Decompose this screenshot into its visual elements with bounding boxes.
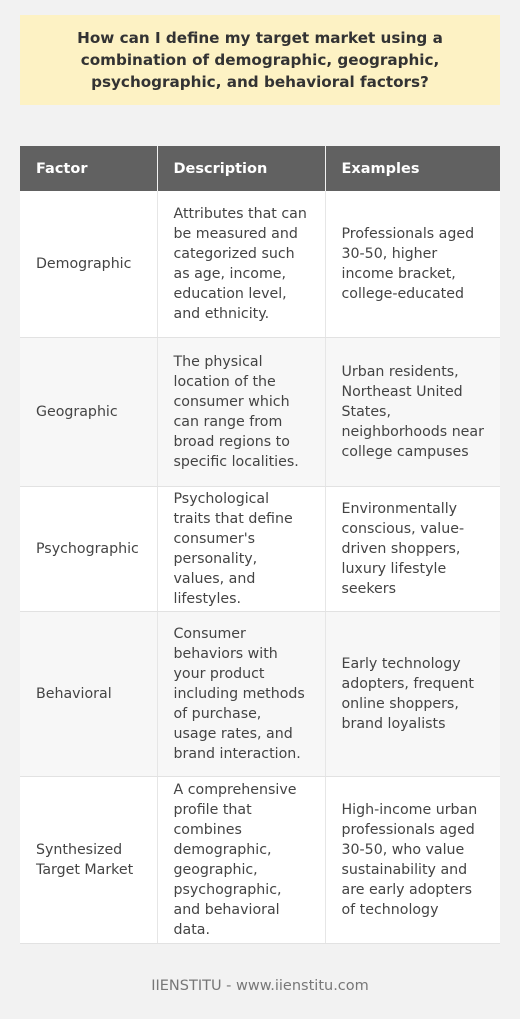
examples-cell: Urban residents, Northeast United States, neighborhoods near college campuses: [325, 338, 500, 487]
examples-cell: High-income urban professionals aged 30-50, who value sustainability and are early adopters of technology: [325, 777, 500, 944]
header-factor: Factor: [20, 146, 157, 191]
description-cell: Psychological traits that define consumer's personality, values, and lifestyles.: [157, 487, 325, 612]
header-description: Description: [157, 146, 325, 191]
factor-cell: Synthesized Target Market: [20, 777, 157, 944]
table-row: [20, 191, 500, 338]
factor-cell: Psychographic: [20, 487, 157, 612]
factor-cell: Behavioral: [20, 612, 157, 777]
description-cell: The physical location of the consumer which can range from broad regions to specific localities.: [157, 338, 325, 487]
table-row: [20, 338, 500, 487]
description-cell: Consumer behaviors with your product including methods of purchase, usage rates, and brand interaction.: [157, 612, 325, 777]
table-row: [20, 612, 500, 777]
description-cell: Attributes that can be measured and categorized such as age, income, education level, and ethnicity.: [157, 191, 325, 338]
factor-cell: Demographic: [20, 191, 157, 338]
table-row: [20, 487, 500, 612]
question-text: How can I define my target market using a combination of demographic, geographic, psychographic, and behavioral factors?: [77, 29, 443, 91]
examples-cell: Professionals aged 30-50, higher income bracket, college-educated: [325, 191, 500, 338]
table-row: [20, 777, 500, 944]
footer-credit: IIENSTITU - www.iienstitu.com: [151, 978, 369, 994]
table-header-row: [20, 146, 500, 191]
examples-cell: Environmentally conscious, value-driven shoppers, luxury lifestyle seekers: [325, 487, 500, 612]
question-banner: [20, 15, 500, 105]
factor-cell: Geographic: [20, 338, 157, 487]
target-market-table: [20, 146, 500, 944]
examples-cell: Early technology adopters, frequent online shoppers, brand loyalists: [325, 612, 500, 777]
description-cell: A comprehensive profile that combines demographic, geographic, psychographic, and behavioral data.: [157, 777, 325, 944]
header-examples: Examples: [325, 146, 500, 191]
